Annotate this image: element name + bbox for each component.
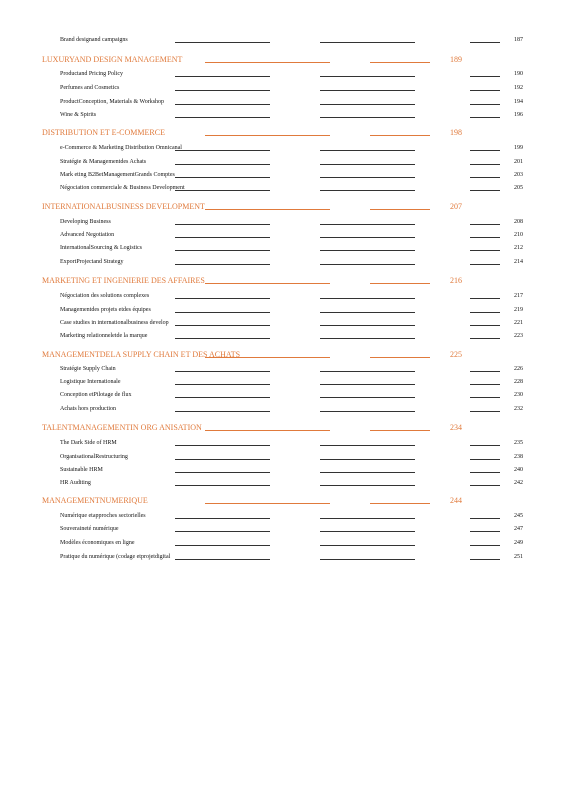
page-number: 230 xyxy=(514,392,523,398)
leader-line xyxy=(470,104,500,105)
entry-title: Marketing relationneletde la marque xyxy=(60,333,148,339)
page-number: 242 xyxy=(514,480,523,486)
toc-section-heading[interactable] xyxy=(0,54,566,66)
leader-line xyxy=(175,411,270,412)
toc-entry[interactable] xyxy=(0,256,566,268)
toc-entry[interactable] xyxy=(0,304,566,316)
toc-entry[interactable] xyxy=(0,551,566,563)
leader-line xyxy=(320,264,415,265)
page-number: 249 xyxy=(514,540,523,546)
leader-line xyxy=(470,518,500,519)
leader-line xyxy=(370,357,430,358)
section-title: LUXURYAND DESIGN MANAGEMENT xyxy=(42,55,183,64)
toc-entry[interactable] xyxy=(0,477,566,489)
leader-line xyxy=(470,459,500,460)
leader-line xyxy=(470,177,500,178)
entry-title: Modèles économiques en ligne xyxy=(60,540,135,546)
leader-line xyxy=(320,445,415,446)
leader-line xyxy=(320,459,415,460)
leader-line xyxy=(470,411,500,412)
leader-line xyxy=(320,117,415,118)
entry-title: InternationalSourcing & Logistics xyxy=(60,245,142,251)
leader-line xyxy=(175,190,270,191)
leader-line xyxy=(175,445,270,446)
entry-title: Managementdes projets etdes équipes xyxy=(60,307,151,313)
entry-title: Négociation des solutions complexes xyxy=(60,293,150,299)
leader-line xyxy=(370,283,430,284)
toc-entry[interactable] xyxy=(0,96,566,108)
toc-entry[interactable] xyxy=(0,317,566,329)
toc-entry[interactable] xyxy=(0,34,566,46)
page-number: 190 xyxy=(514,71,523,77)
leader-line xyxy=(205,357,330,358)
page-number: 245 xyxy=(514,513,523,519)
entry-title: Brand designand campaigns xyxy=(60,37,128,43)
leader-line xyxy=(470,150,500,151)
leader-line xyxy=(205,135,330,136)
page-number: 210 xyxy=(514,232,523,238)
page-number: 247 xyxy=(514,526,523,532)
toc-entry[interactable] xyxy=(0,216,566,228)
leader-line xyxy=(470,325,500,326)
leader-line xyxy=(175,164,270,165)
page-number: 238 xyxy=(514,454,523,460)
entry-title: Mark eting B2BetManagementGrands Comptes xyxy=(60,172,175,178)
entry-title: ProductConception, Materials & Workshop xyxy=(60,99,165,105)
leader-line xyxy=(320,90,415,91)
leader-line xyxy=(470,384,500,385)
leader-line xyxy=(470,397,500,398)
page-number: 232 xyxy=(514,406,523,412)
page-number: 235 xyxy=(514,440,523,446)
page-number: 214 xyxy=(514,259,523,265)
entry-title: Sustainable HRM xyxy=(60,467,103,473)
toc-entry[interactable] xyxy=(0,156,566,168)
page-number: 223 xyxy=(514,333,523,339)
leader-line xyxy=(470,559,500,560)
page-number: 189 xyxy=(450,55,462,64)
entry-title: Advanced Negotiation xyxy=(60,232,115,238)
entry-title: HR Auditing xyxy=(60,480,91,486)
leader-line xyxy=(175,459,270,460)
entry-title: The Dark Side of HRM xyxy=(60,440,117,446)
section-title: DISTRIBUTION ET E-COMMERCE xyxy=(42,128,165,137)
leader-line xyxy=(470,250,500,251)
leader-line xyxy=(470,264,500,265)
leader-line xyxy=(320,224,415,225)
leader-line xyxy=(175,224,270,225)
toc-entry[interactable] xyxy=(0,68,566,80)
page-number: 207 xyxy=(450,202,462,211)
leader-line xyxy=(175,384,270,385)
toc-entry[interactable] xyxy=(0,437,566,449)
section-title: MANAGEMENTNUMERIQUE xyxy=(42,496,148,505)
toc-section-heading[interactable] xyxy=(0,201,566,213)
leader-line xyxy=(205,503,330,504)
leader-line xyxy=(320,164,415,165)
entry-title: Stratégie & Managementdes Achats xyxy=(60,159,147,165)
leader-line xyxy=(320,411,415,412)
leader-line xyxy=(470,117,500,118)
toc-entry[interactable] xyxy=(0,403,566,415)
leader-line xyxy=(470,298,500,299)
toc-entry[interactable] xyxy=(0,82,566,94)
leader-line xyxy=(470,312,500,313)
section-title: MARKETING ET INGENIERIE DES AFFAIRES xyxy=(42,276,205,285)
leader-line xyxy=(175,150,270,151)
toc-section-heading[interactable] xyxy=(0,275,566,287)
entry-title: Conception etPilotage de flux xyxy=(60,392,132,398)
leader-line xyxy=(175,177,270,178)
page-number: 240 xyxy=(514,467,523,473)
leader-line xyxy=(320,485,415,486)
leader-line xyxy=(470,224,500,225)
leader-line xyxy=(175,312,270,313)
leader-line xyxy=(205,209,330,210)
entry-title: Logistique Internationale xyxy=(60,379,121,385)
page-number: 228 xyxy=(514,379,523,385)
leader-line xyxy=(175,531,270,532)
leader-line xyxy=(205,430,330,431)
page-number: 201 xyxy=(514,159,523,165)
leader-line xyxy=(175,250,270,251)
leader-line xyxy=(320,237,415,238)
section-title: INTERNATIONALBUSINESS DEVELOPMENT xyxy=(42,202,205,211)
page-number: 212 xyxy=(514,245,523,251)
leader-line xyxy=(175,472,270,473)
leader-line xyxy=(320,325,415,326)
toc-entry[interactable] xyxy=(0,229,566,241)
page-number: 217 xyxy=(514,293,523,299)
page-number: 244 xyxy=(450,496,462,505)
leader-line xyxy=(470,445,500,446)
leader-line xyxy=(470,164,500,165)
leader-line xyxy=(175,485,270,486)
toc-entry[interactable] xyxy=(0,242,566,254)
leader-line xyxy=(175,397,270,398)
leader-line xyxy=(205,283,330,284)
leader-line xyxy=(370,503,430,504)
page-number: 219 xyxy=(514,307,523,313)
leader-line xyxy=(320,559,415,560)
page-number: 226 xyxy=(514,366,523,372)
leader-line xyxy=(470,545,500,546)
page-number: 192 xyxy=(514,85,523,91)
entry-title: e-Commerce & Marketing Distribution Omnicanal xyxy=(60,145,182,151)
leader-line xyxy=(320,338,415,339)
leader-line xyxy=(320,150,415,151)
toc-section-heading[interactable] xyxy=(0,422,566,434)
toc-entry[interactable] xyxy=(0,142,566,154)
entry-title: Perfumes and Cosmetics xyxy=(60,85,120,91)
leader-line xyxy=(175,264,270,265)
leader-line xyxy=(320,298,415,299)
page-number: 199 xyxy=(514,145,523,151)
section-title: MANAGEMENTDELA SUPPLY CHAIN ET DES ACHATS xyxy=(42,350,241,359)
page-number: 221 xyxy=(514,320,523,326)
leader-line xyxy=(175,42,270,43)
page-number: 225 xyxy=(450,350,462,359)
leader-line xyxy=(470,371,500,372)
leader-line xyxy=(470,76,500,77)
leader-line xyxy=(470,42,500,43)
toc-entry[interactable] xyxy=(0,510,566,522)
leader-line xyxy=(320,371,415,372)
leader-line xyxy=(470,190,500,191)
toc-entry[interactable] xyxy=(0,363,566,375)
leader-line xyxy=(370,430,430,431)
page-number: 196 xyxy=(514,112,523,118)
toc-entry[interactable] xyxy=(0,169,566,181)
entry-title: Pratique du numérique (codage etprojetdigital xyxy=(60,554,171,560)
page-number: 208 xyxy=(514,219,523,225)
page-number: 205 xyxy=(514,185,523,191)
leader-line xyxy=(175,371,270,372)
leader-line xyxy=(320,312,415,313)
leader-line xyxy=(175,104,270,105)
entry-title: Achats hors production xyxy=(60,406,116,412)
entry-title: Case studies in internationalbusiness develop xyxy=(60,320,169,326)
entry-title: Productand Pricing Policy xyxy=(60,71,123,77)
entry-title: Wine & Spirits xyxy=(60,112,97,118)
entry-title: OrganisationalRestructuring xyxy=(60,454,128,460)
entry-title: Stratégie Supply Chain xyxy=(60,366,116,372)
leader-line xyxy=(470,237,500,238)
page-number: 216 xyxy=(450,276,462,285)
leader-line xyxy=(320,190,415,191)
section-title: TALENTMANAGEMENTIN ORG ANISATION xyxy=(42,423,202,432)
leader-line xyxy=(175,90,270,91)
page-number: 203 xyxy=(514,172,523,178)
leader-line xyxy=(470,531,500,532)
leader-line xyxy=(320,397,415,398)
leader-line xyxy=(320,250,415,251)
leader-line xyxy=(320,518,415,519)
leader-line xyxy=(370,62,430,63)
toc-entry[interactable] xyxy=(0,523,566,535)
leader-line xyxy=(320,531,415,532)
toc-entry[interactable] xyxy=(0,451,566,463)
leader-line xyxy=(470,472,500,473)
leader-line xyxy=(320,177,415,178)
toc-entry[interactable] xyxy=(0,182,566,194)
leader-line xyxy=(175,545,270,546)
leader-line xyxy=(320,384,415,385)
page-number: 194 xyxy=(514,99,523,105)
toc-entry[interactable] xyxy=(0,109,566,121)
leader-line xyxy=(370,209,430,210)
leader-line xyxy=(320,76,415,77)
entry-title: Négociation commerciale & Business Development xyxy=(60,185,185,191)
toc-section-heading[interactable] xyxy=(0,349,566,361)
leader-line xyxy=(175,117,270,118)
entry-title: Souveraineté numérique xyxy=(60,526,119,532)
toc-section-heading[interactable] xyxy=(0,127,566,139)
page-number: 234 xyxy=(450,423,462,432)
leader-line xyxy=(470,485,500,486)
toc-entry[interactable] xyxy=(0,537,566,549)
leader-line xyxy=(175,338,270,339)
leader-line xyxy=(320,42,415,43)
toc-entry[interactable] xyxy=(0,464,566,476)
toc-entry[interactable] xyxy=(0,376,566,388)
toc-entry[interactable] xyxy=(0,330,566,342)
leader-line xyxy=(320,104,415,105)
entry-title: Numérique etapproches sectorielles xyxy=(60,513,146,519)
page-number: 187 xyxy=(514,37,523,43)
toc-entry[interactable] xyxy=(0,290,566,302)
leader-line xyxy=(175,518,270,519)
entry-title: ExportProjectand Strategy xyxy=(60,259,124,265)
leader-line xyxy=(205,62,330,63)
leader-line xyxy=(175,325,270,326)
leader-line xyxy=(470,338,500,339)
leader-line xyxy=(320,545,415,546)
leader-line xyxy=(470,90,500,91)
leader-line xyxy=(175,237,270,238)
page-number: 251 xyxy=(514,554,523,560)
toc-section-heading[interactable] xyxy=(0,495,566,507)
leader-line xyxy=(175,76,270,77)
entry-title: Developing Business xyxy=(60,219,111,225)
leader-line xyxy=(175,298,270,299)
toc-entry[interactable] xyxy=(0,389,566,401)
page-number: 198 xyxy=(450,128,462,137)
leader-line xyxy=(175,559,270,560)
leader-line xyxy=(320,472,415,473)
leader-line xyxy=(370,135,430,136)
